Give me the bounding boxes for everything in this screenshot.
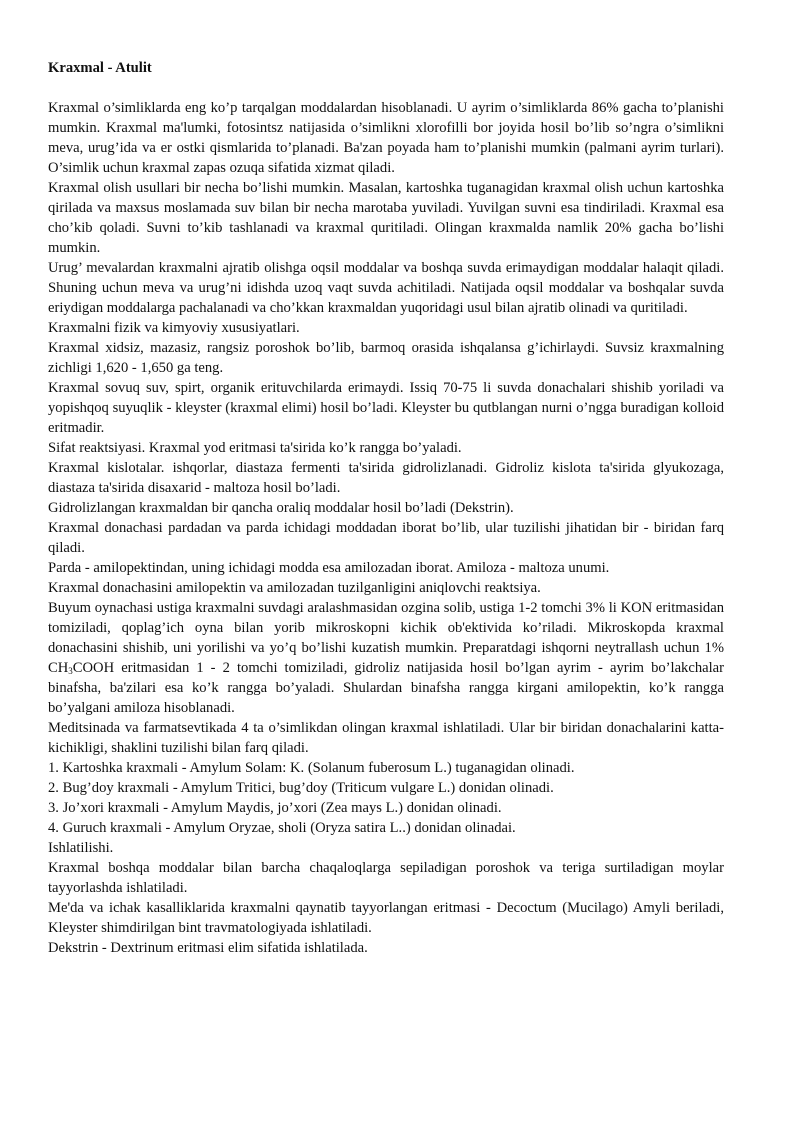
document-title: Kraxmal - Atulit: [48, 60, 152, 76]
document-page: [48, 58, 724, 958]
paragraph-physical: Kraxmal xidsiz, mazasiz, rangsiz poroshok bo’lib, barmoq orasida ishqalansa g’ichirlaydi. Suvsiz kraxmalning zichligi 1,620 - 1,650 ga teng.: [48, 340, 724, 376]
microscopy-text-after: COOH eritmasidan 1 - 2 tomchi tomiziladi, gidroliz natijasida hosil bo’lgan ayrim - ayrim bo’lakchalar binafsha, ba'zilari esa ko’k rangga bo’yaladi. Shulardan binafsha rangga kirgani amilopektin, ko’k rangga bo’yalgani amiloza hisoblanadi.: [48, 660, 724, 716]
list-item-corn: 3. Jo’xori kraxmali - Amylum Maydis, jo’xori (Zea mays L.) donidan olinadi.: [48, 800, 502, 816]
formula-subscript: 3: [68, 666, 73, 676]
paragraph-reaction-heading: Kraxmal donachasini amilopektin va amilozadan tuzilganligini aniqlovchi reaktsiya.: [48, 580, 541, 596]
section-heading-properties: Kraxmalni fizik va kimyoviy xususiyatlari.: [48, 320, 300, 336]
paragraph-extraction: Kraxmal olish usullari bir necha bo’lishi mumkin. Masalan, kartoshka tuganagidan kraxmal olish uchun kartoshka qirilada va maxsus moslamada suv bilan bir necha marotaba yuviladi. Yuvilgan suvni esa tindiriladi. Kraxmal esa cho’kib qoladi. Suvni to’kib tashlanadi va kraxmal quritiladi. Olingan kraxmalda namlik 20% gacha bo’lishi mumkin.: [48, 180, 724, 256]
list-item-wheat: 2. Bug’doy kraxmali - Amylum Tritici, bug’doy (Triticum vulgare L.) donidan olinadi.: [48, 780, 554, 796]
paragraph-usage-dextrin: Dekstrin - Dextrinum eritmasi elim sifatida ishlatilada.: [48, 940, 368, 956]
paragraph-medicine: Meditsinada va farmatsevtikada 4 ta o’simlikdan olingan kraxmal ishlatiladi. Ular bir biridan donachalarini katta-kichikligi, shaklini tuzilishi bilan farq qiladi.: [48, 720, 724, 756]
paragraph-membrane: Parda - amilopektindan, uning ichidagi modda esa amilozadan iborat. Amiloza - maltoza unumi.: [48, 560, 610, 576]
paragraph-usage-powder: Kraxmal boshqa moddalar bilan barcha chaqaloqlarga sepiladigan poroshok va teriga surtiladigan moylar tayyorlashda ishlatiladi.: [48, 860, 724, 896]
paragraph-quality-reaction: Sifat reaktsiyasi. Kraxmal yod eritmasi ta'sirida ko’k rangga bo’yaladi.: [48, 440, 462, 456]
list-item-potato: 1. Kartoshka kraxmali - Amylum Solam: K. (Solanum fuberosum L.) tuganagidan olinadi.: [48, 760, 575, 776]
list-item-rice: 4. Guruch kraxmali - Amylum Oryzae, sholi (Oryza satira L..) donidan olinadai.: [48, 820, 516, 836]
paragraph-seeds: Urug’ mevalardan kraxmalni ajratib olishga oqsil moddalar va boshqa suvda erimaydigan moddalar halaqit qiladi. Shuning uchun meva va urug’ni idishda uzoq vaqt suvda achitiladi. Natijada oqsil moddalar va boshqalar suvda eriydigan moddalarga pachalanadi va cho’kkan kraxmaldan yuqoridagi usul bilan ajratib olinadi va quritiladi.: [48, 260, 724, 316]
paragraph-usage-stomach: Me'da va ichak kasalliklarida kraxmalni qaynatib tayyorlangan eritmasi - Decoctum (Mucilago) Amyli beriladi, Kleyster shimdirilgan bint travmatologiyada ishlatiladi.: [48, 900, 724, 936]
paragraph-dextrin: Gidrolizlangan kraxmaldan bir qancha oraliq moddalar hosil bo’ladi (Dekstrin).: [48, 500, 514, 516]
paragraph-intro: Kraxmal o’simliklarda eng ko’p tarqalgan moddalardan hisoblanadi. U ayrim o’simliklarda 86% gacha to’planishi mumkin. Kraxmal ma'lumki, fotosintsz natijasida o’simlikni xlorofilli bor joyida hosil bo’lib so’ngra o’simlikni meva, urug’ida va er ostki qismlarida to’planadi. Ba'zan poyada ham to’planishi mumkin (palmani ayrim turlari). O’simlik uchun kraxmal zapas ozuqa sifatida xizmat qiladi.: [48, 100, 724, 176]
paragraph-microscopy: [48, 598, 724, 718]
paragraph-solubility: Kraxmal sovuq suv, spirt, organik erituvchilarda erimaydi. Issiq 70-75 li suvda donachalari shishib yoriladi va yopishqoq suyuqlik - kleyster (kraxmal elimi) hosil bo’ladi. Kleyster bu qutblangan nurni o’ngga buradigan kolloid eritmadir.: [48, 380, 724, 436]
paragraph-granule: Kraxmal donachasi pardadan va parda ichidagi moddadan iborat bo’lib, ular tuzilishi jihatidan bir - biridan farq qiladi.: [48, 520, 724, 556]
section-heading-usage: Ishlatilishi.: [48, 840, 114, 856]
paragraph-hydrolysis: Kraxmal kislotalar. ishqorlar, diastaza fermenti ta'sirida gidrolizlanadi. Gidroliz kislota ta'sirida glyukozaga, diastaza ta'sirida disaxarid - maltoza hosil bo’ladi.: [48, 460, 724, 496]
microscopy-text-before: Buyum oynachasi ustiga kraxmalni suvdagi aralashmasidan ozgina solib, ustiga 1-2 tomchi 3% li KON eritmasidan tomiziladi, qoplag’ich oyna bilan yorib mikroskopni kichik ob'ektivida ko’riladi. Mikroskopda kraxmal donachasini shishib, uni yorilishi va yo’q bo’lishi kuzatish mumkin. Preparatdagi ishqorni neytrallash uchun 1% CH: [48, 600, 724, 676]
